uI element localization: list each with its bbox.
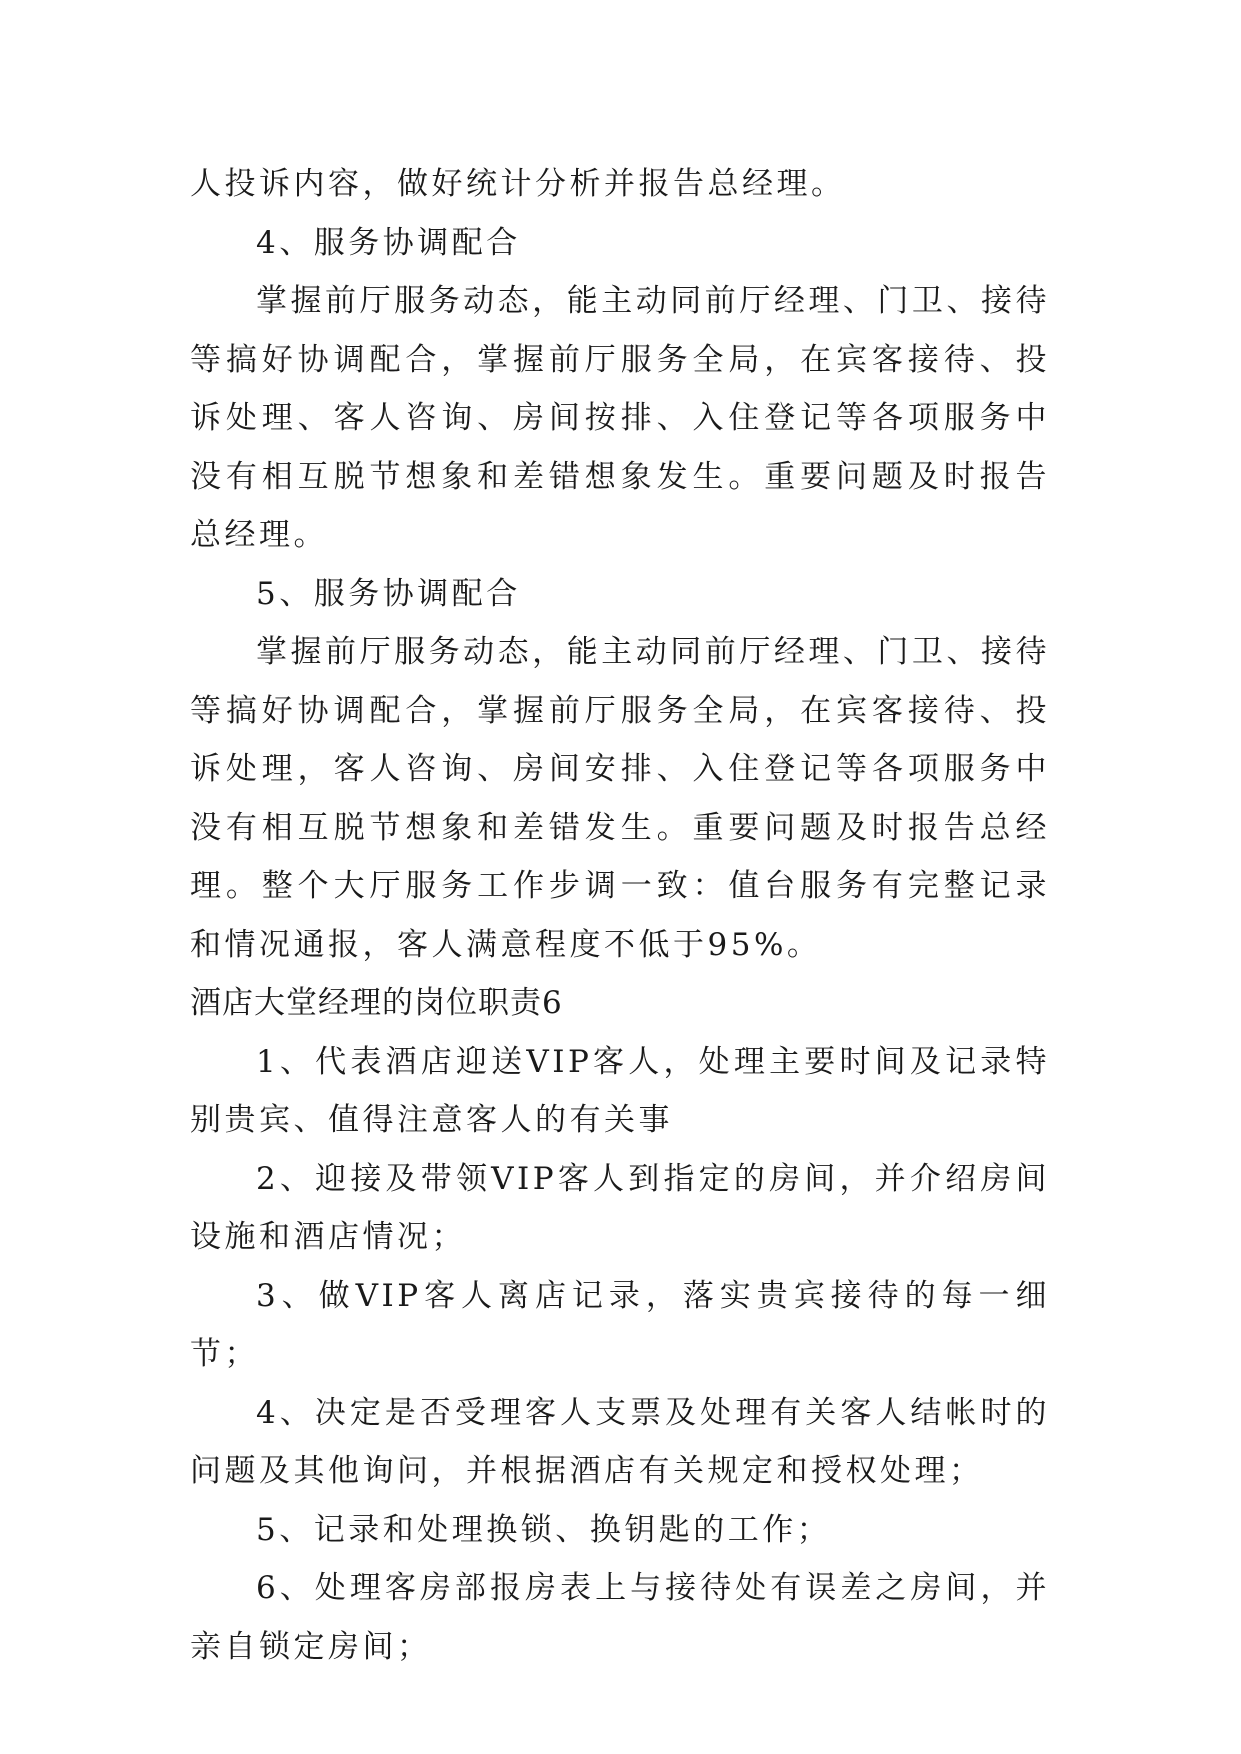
item-heading-5: 5、服务协调配合 <box>256 575 521 612</box>
duty-item-6: 6、处理客房部报房表上与接待处有误差之房间，并亲自锁定房间； <box>190 1570 1050 1665</box>
duty-item-2: 2、迎接及带领VIP客人到指定的房间，并介绍房间设施和酒店情况； <box>190 1160 1050 1255</box>
duty-item-5: 5、记录和处理换锁、换钥匙的工作； <box>256 1511 832 1548</box>
paragraph-coordination-5: 掌握前厅服务动态，能主动同前厅经理、门卫、接待等搞好协调配合，掌握前厅服务全局，在宾客接待、投诉处理，客人咨询、房间安排、入住登记等各项服务中没有相互脱节想象和差错发生。重要问题及时报告总经理。整个大厅服务工作步调一致：值台服务有完整记录和情况通报，客人满意程度不低于95%。 <box>190 634 1050 963</box>
duty-item-3: 3、做VIP客人离店记录，落实贵宾接待的每一细节； <box>190 1277 1050 1372</box>
paragraph-complaint-end: 人投诉内容，做好统计分析并报告总经理。 <box>190 166 846 202</box>
paragraph-coordination-4: 掌握前厅服务动态，能主动同前厅经理、门卫、接待等搞好协调配合，掌握前厅服务全局，在宾客接待、投诉处理、客人咨询、房间按排、入住登记等各项服务中没有相互脱节想象和差错想象发生。重要问题及时报告总经理。 <box>190 283 1050 553</box>
duty-item-1: 1、代表酒店迎送VIP客人，处理主要时间及记录特别贵宾、值得注意客人的有关事 <box>190 1043 1050 1138</box>
document-body <box>190 155 1050 1676</box>
item-heading-4: 4、服务协调配合 <box>256 224 521 261</box>
duty-item-4: 4、决定是否受理客人支票及处理有关客人结帐时的问题及其他询问，并根据酒店有关规定和授权处理； <box>190 1394 1050 1489</box>
section-title: 酒店大堂经理的岗位职责6 <box>190 985 563 1021</box>
